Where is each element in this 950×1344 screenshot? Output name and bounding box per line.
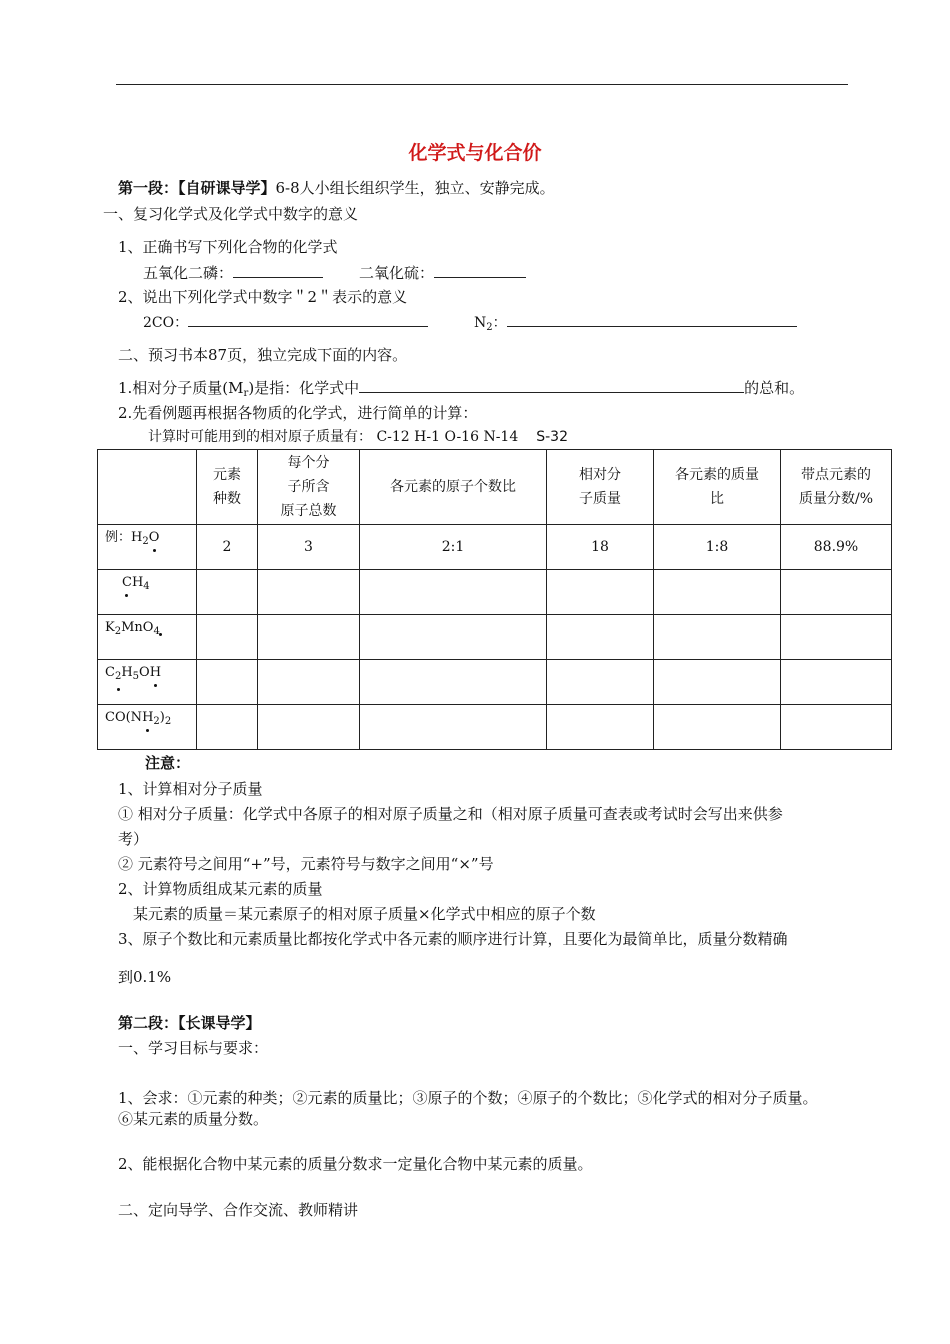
def-subscript: r	[243, 388, 249, 399]
answer-cell[interactable]	[654, 660, 781, 705]
q1-item-b	[359, 262, 526, 283]
goal-1-cont: ⑥某元素的质量分数。	[118, 1110, 269, 1128]
relative-mass-def	[118, 377, 804, 398]
q2-item-a	[143, 312, 428, 332]
q1b-label: 二氧化硫：	[359, 264, 435, 282]
note-1a: ① 相对分子质量：化学式中各原子的相对原子质量之和（相对原子质量可查表或考试时会写出来供参	[118, 805, 783, 823]
calc-instruction: 2.先看例题再根据各物质的化学式，进行简单的计算：	[118, 404, 478, 422]
q1a-blank[interactable]	[233, 263, 323, 278]
header-cell: 相对分 子质量	[547, 450, 654, 525]
table-header-row	[98, 450, 892, 525]
answer-cell[interactable]	[360, 705, 547, 750]
atomic-masses-text: 计算时可能用到的相对原子质量有： C-12 H-1 O-16 N-14	[148, 429, 519, 445]
q2a-blank[interactable]	[188, 312, 428, 327]
def-part-a: 1.相对分子质量(M	[118, 379, 244, 397]
answer-cell[interactable]	[547, 615, 654, 660]
table-cell: 88.9%	[781, 525, 892, 570]
section2-heading: 第二段：【长课导学】	[118, 1014, 261, 1032]
answer-cell[interactable]	[197, 705, 258, 750]
atomic-mass-s: S-32	[536, 429, 568, 445]
question-1: 1、正确书写下列化合物的化学式	[118, 238, 338, 256]
page-title: 化学式与化合价	[408, 142, 542, 164]
formula-cell-ch4: $CH_4$	[98, 570, 197, 615]
formula-cell-c2h5oh: $C2H_5OH$	[98, 660, 197, 705]
table-row	[98, 615, 892, 660]
q2b-colon: ：	[492, 315, 507, 331]
section1-heading	[118, 177, 555, 198]
note-1c: ② 元素符号之间用“+”号，元素符号与数字之间用“×”号	[118, 855, 494, 873]
table-cell: 1:8	[654, 525, 781, 570]
header-blank-cell	[98, 450, 197, 525]
header-cell: 带点元素的 质量分数/%	[781, 450, 892, 525]
table-row	[98, 705, 892, 750]
def-part-b: )是指：化学式中	[248, 379, 360, 397]
q1a-label: 五氧化二磷：	[143, 264, 234, 282]
answer-cell[interactable]	[197, 570, 258, 615]
table-row	[98, 570, 892, 615]
goals-heading: 一、学习目标与要求：	[118, 1039, 269, 1057]
answer-cell[interactable]	[781, 705, 892, 750]
answer-cell[interactable]	[781, 570, 892, 615]
note-2a: 某元素的质量＝某元素原子的相对原子质量×化学式中相应的原子个数	[133, 905, 596, 923]
section1-label: 第一段：【自研课导学】	[118, 179, 276, 197]
answer-cell[interactable]	[654, 705, 781, 750]
def-blank[interactable]	[359, 378, 744, 393]
answer-cell[interactable]	[781, 660, 892, 705]
q2a-label: 2CO：	[143, 315, 189, 331]
q2-item-b	[474, 312, 797, 332]
answer-cell[interactable]	[360, 660, 547, 705]
table-cell: 3	[258, 525, 360, 570]
q1-item-a	[143, 262, 323, 283]
answer-cell[interactable]	[258, 660, 360, 705]
example-label: 例：	[105, 530, 132, 545]
header-cell: 各元素的原子个数比	[360, 450, 547, 525]
note-1b: 考）	[118, 830, 149, 848]
notes-heading: 注意：	[145, 754, 191, 772]
header-rule	[116, 84, 848, 85]
q2b-blank[interactable]	[507, 312, 797, 327]
example-formula-cell: 例：$H_2O$	[98, 525, 197, 570]
q2b-subscript: 2	[486, 322, 493, 333]
table-cell: 2	[197, 525, 258, 570]
q2b-label: N	[474, 315, 487, 331]
q1b-blank[interactable]	[434, 263, 526, 278]
note-3: 3、原子个数比和元素质量比都按化学式中各元素的顺序进行计算，且要化为最简单比，质量分数精确	[118, 930, 788, 948]
part1-heading: 一、复习化学式及化学式中数字的意义	[103, 205, 359, 223]
answer-cell[interactable]	[547, 705, 654, 750]
header-cell: 元素 种数	[197, 450, 258, 525]
table-row	[98, 525, 892, 570]
answer-cell[interactable]	[258, 705, 360, 750]
answer-cell[interactable]	[197, 615, 258, 660]
def-part-c: 的总和。	[744, 379, 805, 397]
answer-cell[interactable]	[654, 615, 781, 660]
note-2: 2、计算物质组成某元素的质量	[118, 880, 323, 898]
calculation-table	[97, 449, 892, 750]
answer-cell[interactable]	[360, 570, 547, 615]
header-cell: 各元素的质量 比	[654, 450, 781, 525]
answer-cell[interactable]	[547, 660, 654, 705]
note-1: 1、计算相对分子质量	[118, 780, 263, 798]
atomic-masses	[148, 426, 568, 446]
answer-cell[interactable]	[258, 615, 360, 660]
header-cell: 每个分 子所含 原子总数	[258, 450, 360, 525]
table-cell: 2:1	[360, 525, 547, 570]
section1-text: 6-8人小组长组织学生，独立、安静完成。	[275, 179, 555, 197]
goal-1: 1、会求：①元素的种类；②元素的质量比；③原子的个数；④原子的个数比；⑤化学式的相对分子质量。	[118, 1089, 818, 1107]
answer-cell[interactable]	[781, 615, 892, 660]
answer-cell[interactable]	[360, 615, 547, 660]
guidance-heading: 二、定向导学、合作交流、教师精讲	[118, 1201, 359, 1219]
answer-cell[interactable]	[654, 570, 781, 615]
table-cell: 18	[547, 525, 654, 570]
answer-cell[interactable]	[547, 570, 654, 615]
table-row	[98, 660, 892, 705]
answer-cell[interactable]	[197, 660, 258, 705]
answer-cell[interactable]	[258, 570, 360, 615]
question-2: 2、说出下列化学式中数字＂2＂表示的意义	[118, 288, 408, 306]
formula-cell-urea: $CO(NH_2)_2$	[98, 705, 197, 750]
note-3b: 到0.1%	[118, 968, 172, 986]
goal-2: 2、能根据化合物中某元素的质量分数求一定量化合物中某元素的质量。	[118, 1155, 593, 1173]
formula-cell-k2mno4: $K_2MnO_4$	[98, 615, 197, 660]
part2-heading: 二、预习书本87页，独立完成下面的内容。	[118, 346, 408, 364]
